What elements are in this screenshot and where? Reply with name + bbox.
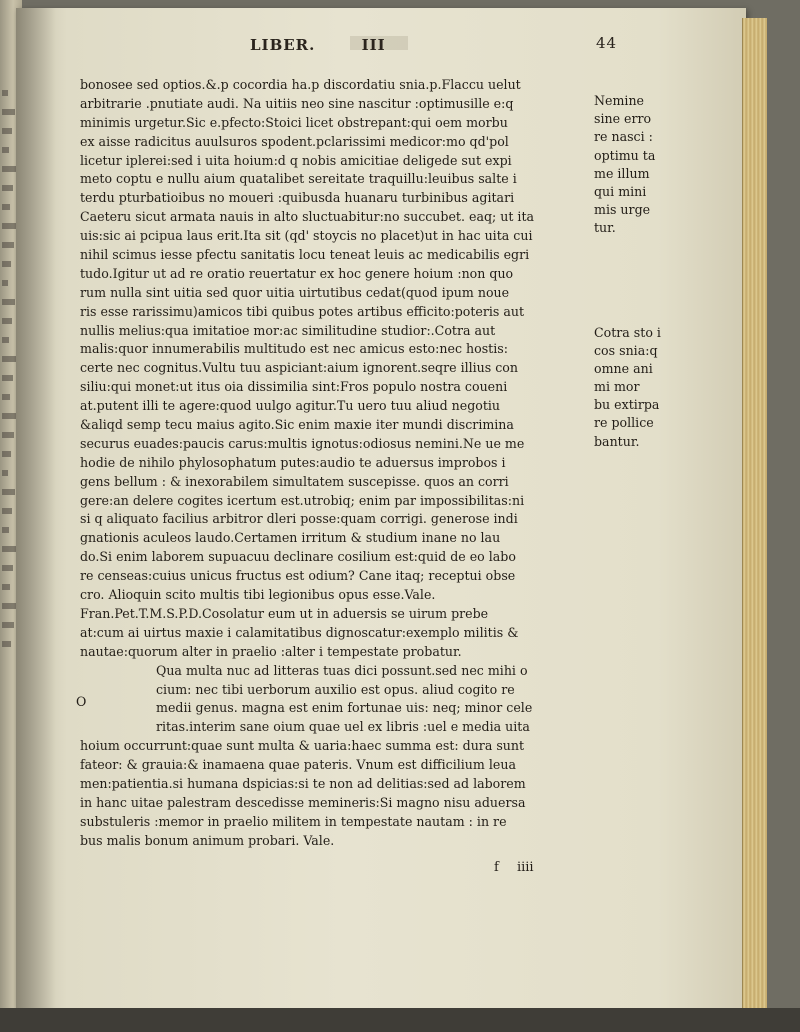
marginal-note-line: optimu ta	[594, 147, 656, 163]
text-line: re censeas:cuius unicus fructus est odium? Cane itaq; receptui obse	[80, 568, 516, 584]
text-line: do.Si enim laborem supuacuu declinare cosilium est:quid de eo labo	[80, 549, 516, 565]
facing-page-text-fragment	[2, 166, 16, 172]
marginal-note-line: mi mor	[594, 379, 640, 395]
text-line: Fran.Pet.T.M.S.P.D.Cosolatur eum ut in aduersis se uirum prebe	[80, 605, 489, 621]
facing-page-text-fragment	[2, 527, 9, 533]
text-line: uis:sic ai pcipua laus erit.Ita sit (qd' stoycis no placet)ut in hac uita cui	[80, 228, 533, 244]
marginal-note-line: bantur.	[594, 433, 640, 449]
marginal-notes	[594, 92, 714, 451]
text-line: in hanc uitae palestram descedisse memineris:Si magno nisu aduersa	[80, 794, 526, 810]
facing-page-text-fragment	[2, 223, 17, 229]
text-line: gens bellum : & inexorabilem simultatem suscepisse. quos an corri	[80, 473, 509, 489]
marginal-note-line: Cotra sto i	[594, 324, 661, 340]
signature-number: iiii	[516, 860, 534, 875]
marginal-note-line: re pollice	[594, 415, 654, 431]
text-line: &aliqd semp tecu maius agito.Sic enim maxie iter mundi discrimina	[80, 417, 514, 433]
text-line: at.putent illi te agere:quod uulgo agitur.Tu uero tuu aliud negotiu	[80, 398, 501, 414]
text-line: gnationis aculeos laudo.Certamen irritum & studium inane no lau	[80, 530, 501, 546]
marginal-note-line: cos snia:q	[594, 342, 658, 358]
text-line: licetur iplerei:sed i uita hoium:d q nobis amicitiae deligede sut expi	[80, 152, 512, 168]
text-line: at:cum ai uirtus maxie i calamitatibus dignoscatur:exemplo militis &	[80, 624, 519, 640]
facing-page-text-fragment	[2, 584, 10, 590]
scan-background	[0, 1008, 800, 1032]
facing-page-text-fragment	[2, 565, 13, 571]
text-line: medii genus. magna est enim fortunae uis: neq; minor cele	[156, 700, 533, 716]
facing-page-text-fragment	[2, 261, 11, 267]
text-line: certe nec cognitus.Vultu tuu aspiciant:aium ignorent.seqre illius con	[80, 360, 519, 376]
text-line: terdu pturbatioibus no moueri :quibusda huanaru turbinibus agitari	[80, 190, 515, 206]
text-line: malis:quor innumerabilis multitudo est nec amicus esto:nec hostis:	[80, 341, 508, 357]
text-line: securus euades:paucis carus:multis ignotus:odiosus nemini.Ne ue me	[80, 435, 525, 451]
facing-page-text-fragment	[2, 280, 8, 286]
signature-mark	[494, 860, 534, 875]
marginal-note-line: qui mini	[594, 183, 647, 199]
facing-page-text-fragment	[2, 546, 16, 552]
text-line: Qua multa nuc ad litteras tuas dici possunt.sed nec mihi o	[156, 662, 528, 678]
text-line: cro. Alioquin scito multis tibi legionibus opus esse.Vale.	[80, 587, 436, 603]
marginal-note-line: omne ani	[594, 360, 653, 376]
text-line: substuleris :memor in praelio militem in tempestate nautam : in re	[80, 813, 507, 829]
text-line: minimis urgetur.Sic e.pfecto:Stoici licet obstrepant:qui oem morbu	[80, 114, 508, 130]
facing-page-text-fragment	[2, 622, 14, 628]
facing-page-text-fragment	[2, 185, 13, 191]
running-head	[250, 34, 618, 54]
text-line: Caeteru sicut armata nauis in alto sluctuabitur:no succubet. eaq; ut ita	[80, 209, 535, 225]
text-line: nihil scimus iesse pfectu sanitatis locu teneat leuis ac medicabilis egri	[80, 247, 530, 263]
facing-page-text-fragment	[2, 603, 17, 609]
facing-page-text-fragment	[2, 394, 10, 400]
text-line: ex aisse radicitus auulsuros spodent.pclarissimi medicor:mo qd'pol	[80, 133, 509, 149]
marginal-note-stoicos	[594, 324, 714, 451]
facing-page-text-fragment	[2, 508, 12, 514]
text-line: arbitrarie .pnutiate audi. Na uitiis neo sine nascitur :optimusille e:q	[80, 95, 514, 111]
signature-letter: f	[494, 860, 499, 875]
text-line: ritas.interim sane oium quae uel ex libris :uel e media uita	[156, 719, 530, 735]
running-head-title: LIBER.	[250, 36, 316, 54]
text-line: meto coptu e nullu aium quatalibet sereitate traquillu:leuibus salte i	[80, 171, 517, 187]
facing-page-text-fragment	[2, 109, 15, 115]
marginal-note-line: bu extirpa	[594, 397, 660, 413]
facing-page-text-fragment	[2, 489, 15, 495]
text-line: si q aliquato facilius arbitror dleri posse:quam corrigi. generose indi	[80, 511, 518, 527]
text-line: nautae:quorum alter in praelio :alter i tempestate probatur.	[80, 643, 462, 659]
text-line: ris esse rarissimu)amicos tibi quibus potes artibus efficito:poteris aut	[80, 303, 525, 319]
marginal-note-nemine	[594, 92, 714, 238]
facing-page-text-fragment	[2, 413, 17, 419]
text-line: siliu:qui monet:ut itus oia dissimilia sint:Fros populo nostra coueni	[80, 379, 508, 395]
marginal-note-line: sine erro	[594, 111, 652, 127]
facing-page-text-fragment	[2, 432, 14, 438]
facing-page-text-fragment	[2, 242, 14, 248]
text-line: tudo.Igitur ut ad re oratio reuertatur ex hoc genere hoium :non quo	[80, 265, 514, 281]
facing-page-text-fragment	[2, 356, 16, 362]
text-line: nullis melius:qua imitatioe mor:ac similitudine studior:.Cotra aut	[80, 322, 496, 338]
running-head-book-number: III	[361, 36, 386, 54]
facing-page-text-fragment	[2, 90, 8, 96]
facing-page-text-fragment	[2, 641, 11, 647]
facing-page-text-fragment	[2, 318, 12, 324]
facing-page-text-fragment	[2, 375, 13, 381]
gilt-page-edges	[742, 18, 767, 1008]
text-line: men:patientia.si humana dspicias:si te non ad delitias:sed ad laborem	[80, 775, 526, 791]
marginal-note-line: me illum	[594, 165, 650, 181]
facing-page-text-fragment	[2, 147, 9, 153]
text-line: bonosee sed optios.&.p cocordia ha.p discordatiu snia.p.Flaccu uelut	[80, 77, 521, 92]
text-line: gere:an delere cogites icertum est.utrobiq; enim par impossibilitas:ni	[80, 492, 525, 508]
facing-page-text-fragment	[2, 470, 8, 476]
text-line: hoium occurrunt:quae sunt multa & uaria:haec summa est: dura sunt	[80, 738, 525, 754]
guide-letter: O	[76, 694, 87, 709]
facing-page-text-fragment	[2, 204, 10, 210]
text-line: rum nulla sint uitia sed quor uitia uirtutibus cedat(quod ipum noue	[80, 284, 510, 300]
facing-page-text-fragment	[2, 451, 11, 457]
folio-number: 44	[596, 34, 618, 52]
marginal-note-line: Nemine	[594, 93, 645, 108]
text-line: bus malis bonum animum probari. Vale.	[80, 832, 335, 848]
facing-page-text-fragment	[2, 337, 9, 343]
marginal-note-line: tur.	[594, 220, 616, 236]
gutter-shadow	[16, 8, 56, 1008]
text-line: cium: nec tibi uerborum auxilio est opus. aliud cogito re	[156, 681, 515, 697]
text-line: hodie de nihilo phylosophatum putes:audio te aduersus improbos i	[80, 454, 506, 470]
main-text-block	[80, 76, 590, 851]
facing-page-text-fragment	[2, 128, 12, 134]
text-line: fateor: & grauia:& inamaena quae pateris. Vnum est difficilium leua	[80, 757, 516, 773]
facing-page-text-fragment	[2, 299, 15, 305]
marginal-spacer	[594, 238, 714, 324]
marginal-note-line: re nasci :	[594, 129, 653, 145]
marginal-note-line: mis urge	[594, 202, 651, 218]
